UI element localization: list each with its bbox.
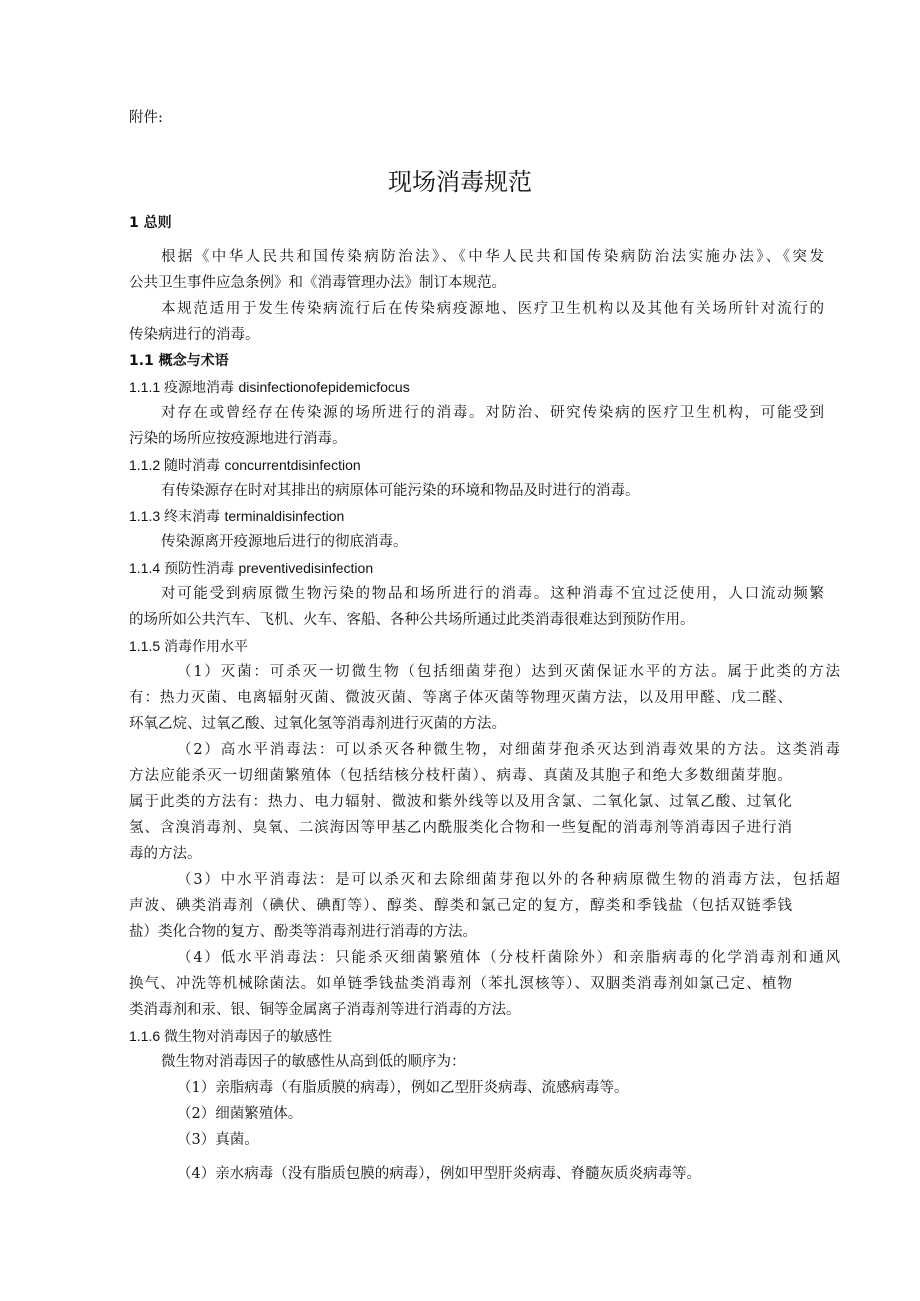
heading-1-1-5	[129, 636, 248, 657]
list-low-level-line-3: 类消毒剂和汞、银、铜等金属离子消毒剂等进行消毒的方法。	[129, 1002, 521, 1018]
list-high-level-line-1: （2）高水平消毒法：可以杀灭各种微生物，对细菌芽孢杀灭达到消毒效果的方法。这类消毒	[177, 742, 840, 758]
paragraph-1-1-1-line-2: 污染的场所应按疫源地进行消毒。	[129, 431, 347, 447]
section-number: 1.1.6	[129, 1028, 165, 1044]
page-title: 现场消毒规范	[388, 168, 532, 196]
section-term-english: terminaldisinfection	[224, 508, 345, 524]
section-term: 终末消毒	[164, 509, 225, 525]
section-term-english: disinfectionofepidemicfocus	[238, 379, 410, 395]
section-term: 消毒作用水平	[164, 639, 249, 655]
section-term: 预防性消毒	[164, 561, 239, 577]
section-term: 随时消毒	[164, 458, 225, 474]
heading-general: 1 总则	[129, 215, 172, 231]
sensitivity-item-4: （4）亲水病毒（没有脂质包膜的病毒），例如甲型肝炎病毒、脊髓灰质炎病毒等。	[177, 1166, 701, 1182]
sensitivity-item-2: （2）细菌繁殖体。	[177, 1106, 303, 1122]
section-number: 1.1.5	[129, 638, 165, 654]
list-sterilization-line-1: （1）灭菌：可杀灭一切微生物（包括细菌芽孢）达到灭菌保证水平的方法。属于此类的方法	[177, 664, 840, 680]
section-number: 1.1.4	[129, 560, 165, 576]
list-high-level-line-4: 氢、含溴消毒剂、臭氧、二滨海因等甲基乙内酰服类化合物和一些复配的消毒剂等消毒因子进行消	[129, 820, 792, 836]
list-low-level-line-2: 换气、冲洗等机械除菌法。如单链季钱盐类消毒剂（苯扎溟核等）、双胭类消毒剂如氯己定、植物	[129, 976, 792, 992]
section-term: 微生物对消毒因子的敏感性	[164, 1029, 333, 1045]
heading-1-1-3	[129, 506, 344, 527]
heading-1-1-2	[129, 455, 361, 476]
section-number: 1.1.1	[129, 379, 165, 395]
heading-1-1-1	[129, 377, 410, 398]
list-mid-level-line-2: 声波、碘类消毒剂（碘伏、碘酊等）、醇类、醇类和氯己定的复方，醇类和季钱盐（包括双链季钱	[129, 898, 792, 914]
section-term-english: preventivedisinfection	[238, 560, 374, 576]
heading-1-1-4	[129, 558, 373, 579]
list-high-level-line-3: 属于此类的方法有：热力、电力辐射、微波和紫外线等以及用含氯、二氧化氯、过氧乙酸、过氧化	[129, 794, 792, 810]
list-low-level-line-1: （4）低水平消毒法：只能杀灭细菌繁殖体（分枝杆菌除外）和亲脂病毒的化学消毒剂和通风	[177, 950, 840, 966]
paragraph-basis-line-2: 公共卫生事件应急条例》和《消毒管理办法》制订本规范。	[129, 275, 506, 291]
paragraph-1-1-3: 传染源离开疫源地后进行的彻底消毒。	[161, 534, 408, 550]
list-sterilization-line-2: 有：热力灭菌、电离辐射灭菌、微波灭菌、等离子体灭菌等物理灭菌方法，以及用甲醛、戊二醛、	[129, 690, 792, 706]
heading-concepts: 1.1 概念与术语	[129, 353, 229, 369]
paragraph-1-1-6-intro: 微生物对消毒因子的敏感性从高到低的顺序为：	[161, 1054, 466, 1070]
list-mid-level-line-1: （3）中水平消毒法：是可以杀灭和去除细菌芽孢以外的各种病原微生物的消毒方法，包括超	[177, 872, 840, 888]
paragraph-scope-line-1: 本规范适用于发生传染病流行后在传染病疫源地、医疗卫生机构以及其他有关场所针对流行的	[161, 301, 824, 317]
section-number: 1.1.2	[129, 457, 165, 473]
list-high-level-line-2: 方法应能杀灭一切细菌繁殖体（包括结核分枝杆菌）、病毒、真菌及其胞子和绝大多数细菌芽胞。	[129, 768, 792, 784]
section-term: 疫源地消毒	[164, 380, 239, 396]
list-high-level-line-5: 毒的方法。	[129, 846, 202, 862]
attachment-label: 附件:	[129, 110, 163, 126]
paragraph-basis-line-1: 根据《中华人民共和国传染病防治法》、《中华人民共和国传染病防治法实施办法》、《突发	[161, 249, 824, 265]
sensitivity-item-1: （1）亲脂病毒（有脂质膜的病毒），例如乙型肝炎病毒、流感病毒等。	[177, 1080, 629, 1096]
paragraph-1-1-4-line-1: 对可能受到病原微生物污染的物品和场所进行的消毒。这种消毒不宜过泛使用，人口流动频繁	[161, 586, 824, 602]
paragraph-scope-line-2: 传染病进行的消毒。	[129, 327, 260, 343]
list-sterilization-line-3: 环氧乙烷、过氧乙酸、过氧化氢等消毒剂进行灭菌的方法。	[129, 716, 506, 732]
section-number: 1.1.3	[129, 508, 165, 524]
sensitivity-item-3: （3）真菌。	[177, 1132, 259, 1148]
paragraph-1-1-4-line-2: 的场所如公共汽车、飞机、火车、客船、各种公共场所通过此类消毒很难达到预防作用。	[129, 612, 695, 628]
paragraph-1-1-2: 有传染源存在时对其排出的病原体可能污染的环境和物品及时进行的消毒。	[161, 483, 640, 499]
list-mid-level-line-3: 盐）类化合物的复方、酚类等消毒剂进行消毒的方法。	[129, 924, 477, 940]
heading-1-1-6	[129, 1026, 332, 1047]
paragraph-1-1-1-line-1: 对存在或曾经存在传染源的场所进行的消毒。对防治、研究传染病的医疗卫生机构，可能受到	[161, 405, 824, 421]
section-term-english: concurrentdisinfection	[224, 457, 361, 473]
